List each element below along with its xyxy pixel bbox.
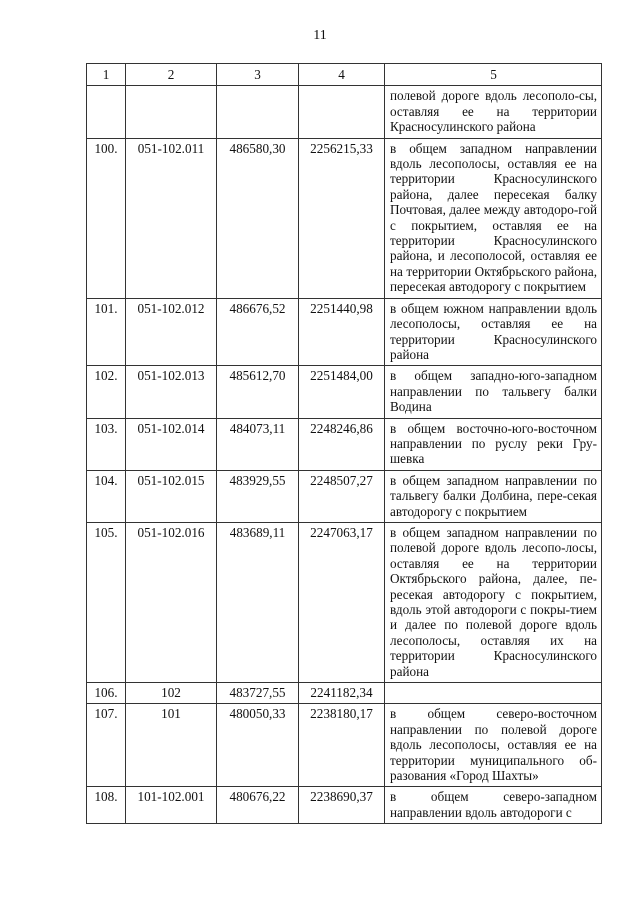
- table-row: [87, 418, 602, 470]
- description-cell: в общем западно-юго-западном направлении по тальвегу балки Водина: [385, 366, 602, 418]
- description-cell: в общем западном направлении по полевой дороге вдоль лесопо-лосы, оставляя ее на территории Октябрьского района, далее, пе-ресекая автодорогу с покрытием, вдоль этой автодороги с покры-тием и далее по полевой дороге вдоль лесополосы, оставляя их на территории Красносулинского района: [385, 522, 602, 682]
- row-number: 108.: [87, 787, 126, 824]
- row-number: 101.: [87, 298, 126, 366]
- coordinate-x: 486676,52: [217, 298, 299, 366]
- coordinate-y: 2251484,00: [299, 366, 385, 418]
- point-code: 051-102.015: [126, 470, 217, 522]
- description-cell: в общем северо-западном направлении вдоль автодороги с: [385, 787, 602, 824]
- table-cell: [299, 86, 385, 138]
- coordinate-x: 484073,11: [217, 418, 299, 470]
- coordinate-y: 2248507,27: [299, 470, 385, 522]
- coordinate-x: 483727,55: [217, 683, 299, 704]
- row-number: 105.: [87, 522, 126, 682]
- table-row: [87, 470, 602, 522]
- point-code: 102: [126, 683, 217, 704]
- coordinate-x: 480676,22: [217, 787, 299, 824]
- row-number: 100.: [87, 138, 126, 298]
- coordinate-x: 483929,55: [217, 470, 299, 522]
- coordinate-y: 2238690,37: [299, 787, 385, 824]
- coordinate-x: 480050,33: [217, 704, 299, 787]
- description-cell: в общем северо-восточном направлении по полевой дороге вдоль лесополосы, оставляя ее на территории муниципального об-разования «Город Шахты»: [385, 704, 602, 787]
- row-number: 104.: [87, 470, 126, 522]
- table-cell: [87, 86, 126, 138]
- description-cell: [385, 683, 602, 704]
- row-number: 107.: [87, 704, 126, 787]
- description-cell: в общем западном направлении вдоль лесополосы, оставляя ее на территории Красносулинского района, далее пересекая балку Почтовая, далее между автодоро-гой с покрытием, оставляя ее на территории Красносулинского района, и лесополосой, оставляя ее на территории Октябрьского района, пересекая автодорогу с покрытием: [385, 138, 602, 298]
- header-col-5: 5: [385, 64, 602, 86]
- row-number: 103.: [87, 418, 126, 470]
- header-col-1: 1: [87, 64, 126, 86]
- header-col-3: 3: [217, 64, 299, 86]
- table-row: [87, 787, 602, 824]
- coordinate-x: 486580,30: [217, 138, 299, 298]
- coordinate-y: 2241182,34: [299, 683, 385, 704]
- page-number: 11: [313, 28, 327, 43]
- point-code: 051-102.016: [126, 522, 217, 682]
- coordinate-y: 2248246,86: [299, 418, 385, 470]
- coordinate-y: 2247063,17: [299, 522, 385, 682]
- coordinate-x: 485612,70: [217, 366, 299, 418]
- table-cell: [126, 86, 217, 138]
- row-number: 106.: [87, 683, 126, 704]
- table-row: [87, 704, 602, 787]
- row-number: 102.: [87, 366, 126, 418]
- point-code: 051-102.014: [126, 418, 217, 470]
- description-cell: в общем южном направлении вдоль лесополосы, оставляя ее на территории Красносулинского района: [385, 298, 602, 366]
- coordinate-x: 483689,11: [217, 522, 299, 682]
- coordinate-y: 2251440,98: [299, 298, 385, 366]
- description-cell: в общем западном направлении по тальвегу балки Долбина, пере-секая автодорогу с покрытием: [385, 470, 602, 522]
- table-row: [87, 522, 602, 682]
- header-col-2: 2: [126, 64, 217, 86]
- table-row: [87, 138, 602, 298]
- table-cell: [217, 86, 299, 138]
- description-cell: в общем восточно-юго-восточном направлении по руслу реки Гру-шевка: [385, 418, 602, 470]
- continuation-row: [87, 86, 602, 138]
- table-row: [87, 683, 602, 704]
- table-header-row: [87, 64, 602, 86]
- point-code: 101: [126, 704, 217, 787]
- boundary-table: [86, 63, 602, 824]
- table-row: [87, 298, 602, 366]
- point-code: 051-102.012: [126, 298, 217, 366]
- point-code: 101-102.001: [126, 787, 217, 824]
- description-cell: полевой дороге вдоль лесополо-сы, оставляя ее на территории Красносулинского района: [385, 86, 602, 138]
- header-col-4: 4: [299, 64, 385, 86]
- table-row: [87, 366, 602, 418]
- coordinate-y: 2256215,33: [299, 138, 385, 298]
- point-code: 051-102.013: [126, 366, 217, 418]
- point-code: 051-102.011: [126, 138, 217, 298]
- coordinate-y: 2238180,17: [299, 704, 385, 787]
